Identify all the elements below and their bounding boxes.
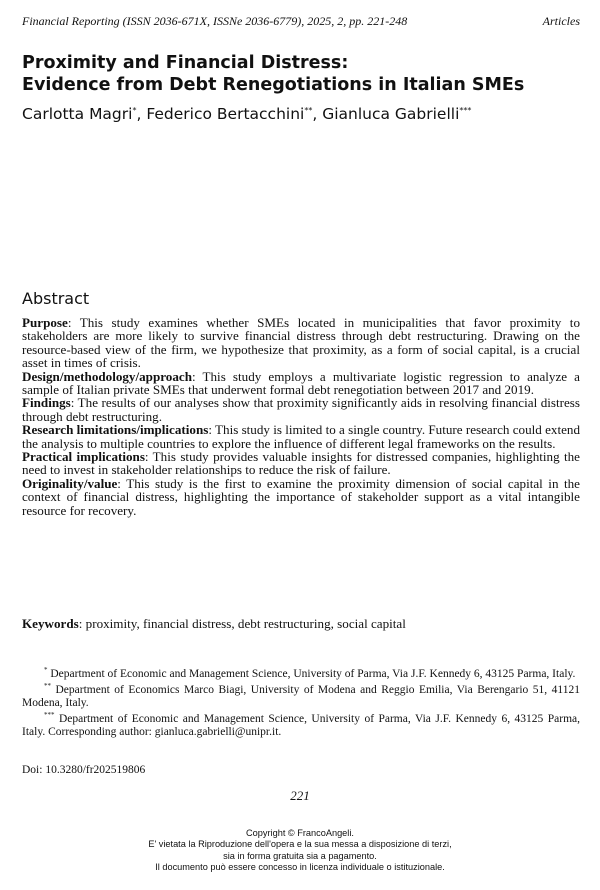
section-text: : This study provides valuable insights for distressed companies, highlighting the need to invest in stakeholder relationships to reduce the risk of failure. (22, 449, 580, 478)
footnote-text: Department of Economics Marco Biagi, University of Modena and Reggio Emilia, Via Berengario 51, 41121 Modena, Italy. (22, 684, 580, 709)
page-number: 221 (290, 788, 310, 803)
title-line-2: Evidence from Debt Renegotiations in Italian SMEs (22, 75, 525, 95)
copyright-line: sia in forma gratuita sia a pagamento. (223, 850, 377, 861)
author-list (22, 105, 580, 123)
abstract-limitations (22, 423, 580, 450)
copyright-line: E' vietata la Riproduzione dell'opera e la sua messa a disposizione di terzi, (148, 839, 452, 850)
abstract-body (22, 316, 580, 517)
keywords-label: Keywords (22, 616, 79, 631)
abstract-originality (22, 477, 580, 517)
section-text: : This study is limited to a single country. Future research could extend the analysis to multiple countries to explore the influence of different legal frameworks on the results. (22, 422, 580, 451)
journal-citation: Financial Reporting (ISSN 2036-671X, ISSNe 2036-6779), 2025, 2, pp. 221-248 (22, 14, 408, 28)
doi: Doi: 10.3280/fr202519806 (22, 764, 146, 776)
footnote-text: Department of Economic and Management Science, University of Parma, Via J.F. Kennedy 6, 43125 Parma, Italy. (47, 667, 576, 680)
abstract-findings (22, 396, 580, 423)
section-label: Research limitations/implications (22, 422, 209, 438)
abstract-purpose (22, 316, 580, 370)
copyright-notice (0, 828, 600, 873)
section-text: : This study examines whether SMEs located in municipalities that favor proximity to stakeholders are more likely to survive financial distress through debt restructuring. Drawing on the resource-based view of the firm, we hypothesize that proximity, as a form of social capital, is a crucial asset in times of crisis. (22, 315, 580, 371)
abstract-heading: Abstract (22, 289, 90, 308)
author-footnote-mark: * (132, 105, 137, 115)
author-name: Federico Bertacchini (146, 105, 305, 123)
section-label: Practical implications (22, 449, 145, 465)
footnote-mark: ** (44, 682, 51, 691)
keywords (22, 616, 580, 632)
section-label: Purpose (22, 315, 68, 330)
copyright-line: Copyright © FrancoAngeli. (246, 828, 354, 838)
author-separator: , (136, 105, 147, 123)
footnote (22, 709, 580, 738)
section-text: : The results of our analyses show that proximity significantly aids in resolving financial distress through debt restructuring. (22, 395, 580, 424)
author-name: Carlotta Magri (22, 105, 133, 123)
footnote (22, 680, 580, 709)
author-separator: , (312, 105, 323, 123)
section-text: : This study is the first to examine the proximity dimension of social capital in the context of financial distress, highlighting the importance of stakeholder support as a vital intangible resource for recovery. (22, 475, 580, 518)
keywords-text: : proximity, financial distress, debt restructuring, social capital (78, 616, 406, 631)
paper-title (22, 52, 580, 96)
author-footnotes (22, 664, 580, 738)
title-line-1: Proximity and Financial Distress: (22, 53, 349, 73)
section-label: Originality/value (22, 475, 118, 491)
author-footnote-mark: *** (459, 105, 472, 115)
author-name: Gianluca Gabrielli (322, 105, 460, 123)
section-text: : This study employs a multivariate logistic regression to analyze a sample of Italian private SMEs that underwent formal debt renegotiation between 2017 and 2019. (22, 368, 580, 398)
author-footnote-mark: ** (304, 105, 313, 115)
section-label: Design/methodology/approach (22, 368, 192, 384)
footnote-text: Department of Economic and Management Science, University of Parma, Via J.F. Kennedy 6, 43125 Parma, Italy. Corresponding author: gianluca.gabrielli@unipr.it. (22, 713, 580, 738)
abstract-practical (22, 450, 580, 477)
footnote-mark: *** (44, 711, 55, 720)
abstract-design (22, 370, 580, 397)
section-label: Articles (542, 14, 580, 28)
copyright-line: Il documento può essere concesso in licenza individuale o istituzionale. (155, 861, 445, 872)
footnote-mark: * (44, 666, 48, 674)
section-label: Findings (22, 395, 71, 411)
footnote (22, 664, 580, 680)
